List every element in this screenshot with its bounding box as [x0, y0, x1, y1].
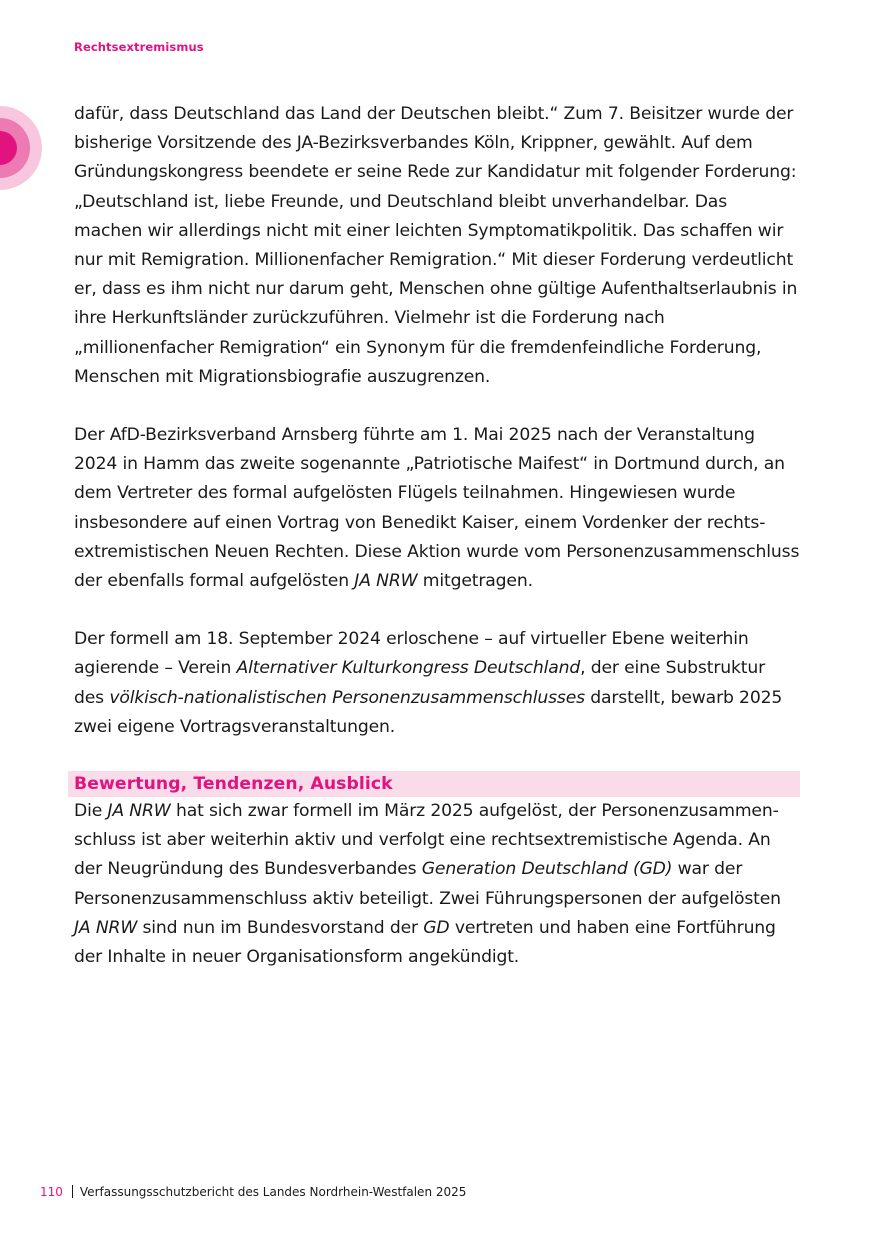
main-content: [74, 100, 800, 972]
footer-divider: [72, 1185, 73, 1198]
section-heading: Bewertung, Tendenzen, Ausblick: [68, 771, 800, 797]
text-segment: Der formell am 18. September 2024 erloschene – auf virtueller Ebene weiterhin agierende – Verein: [74, 629, 749, 679]
page-number: 110: [40, 1185, 63, 1199]
concentric-circles-decoration: [0, 106, 42, 190]
italic-text-segment: völkisch-nationalistischen Personenzusammenschlusses: [109, 687, 585, 708]
page-footer: [40, 1185, 466, 1199]
text-segment: sind nun im Bundesvorstand der: [137, 917, 424, 938]
footer-title: Verfassungsschutzbericht des Landes Nordrhein-Westfalen 2025: [79, 1185, 467, 1199]
text-segment: dafür, dass Deutschland das Land der Deutschen bleibt.“ Zum 7. Beisitzer wurde der bisherige Vorsitzende des JA-Bezirksverbandes Köln, Krippner, gewählt. Auf dem Gründungskongress beendete er seine Rede zur Kandidatur mit folgender Forderung: „Deutschland ist, liebe Freunde, und Deutschland bleibt unverhandelbar. Das machen wir allerdings nicht mit einer leichten Symptomatikpolitik. Das schaffen wir nur mit Remigration. Millionenfacher Remigration.“ Mit dieser Forderung verdeutlicht er, dass es ihm nicht nur darum geht, Menschen ohne gültige Aufenthaltserlaubnis in ihre Herkunftsländer zurückzuführen. Vielmehr ist die Forderung nach „millionenfacher Remigration“ ein Synonym für die fremdenfeindliche Forderung, Menschen mit Migrationsbiografie auszugrenzen.: [74, 104, 798, 387]
running-header: Rechtsextremismus: [74, 40, 204, 54]
text-segment: vertreten und haben eine Fortführung der Inhalte in neuer Organisationsform angekündigt.: [74, 917, 776, 968]
text-segment: Der AfD-Bezirksverband Arnsberg führte am 1. Mai 2025 nach der Veranstaltung 2024 in Hamm das zweite sogenannte „Patriotische Maifest“ in Dortmund durch, an dem Vertreter des formal aufgelösten Flügels teilnahmen. Hingewiesen wurde insbesondere auf einen Vortrag von Benedikt Kaiser, einem Vordenker der rechtsextremistischen Neuen Rechten. Diese Aktion wurde vom Personenzusammenschluss der ebenfalls formal aufgelösten: [74, 425, 800, 592]
italic-text-segment: GD: [423, 917, 450, 938]
italic-text-segment: JA NRW: [107, 801, 171, 822]
text-segment: Die: [74, 801, 108, 822]
text-segment: mitgetragen.: [417, 571, 533, 592]
italic-text-segment: Alternativer Kulturkongress Deutschland: [236, 658, 581, 679]
text-segment: darstellt, bewarb 2025 zwei eigene Vortragsveranstaltungen.: [74, 687, 783, 737]
paragraph: [74, 100, 800, 392]
italic-text-segment: JA NRW: [354, 571, 418, 592]
text-segment: hat sich zwar formell im März 2025 aufgelöst, der Personenzusammenschluss ist aber weiterhin aktiv und verfolgt eine rechtsextremistische Agenda. An der Neugründung des Bundesverbandes: [74, 801, 779, 880]
text-segment: war der Personenzusammenschluss aktiv beteiligt. Zwei Führungspersonen der aufgelösten: [74, 859, 781, 909]
paragraph: [74, 421, 800, 596]
closing-paragraph: [74, 797, 800, 972]
italic-text-segment: JA NRW: [74, 917, 138, 938]
text-segment: , der eine Substruktur des: [74, 658, 766, 708]
italic-text-segment: Generation Deutschland (GD): [421, 859, 673, 880]
paragraph: [74, 625, 800, 742]
